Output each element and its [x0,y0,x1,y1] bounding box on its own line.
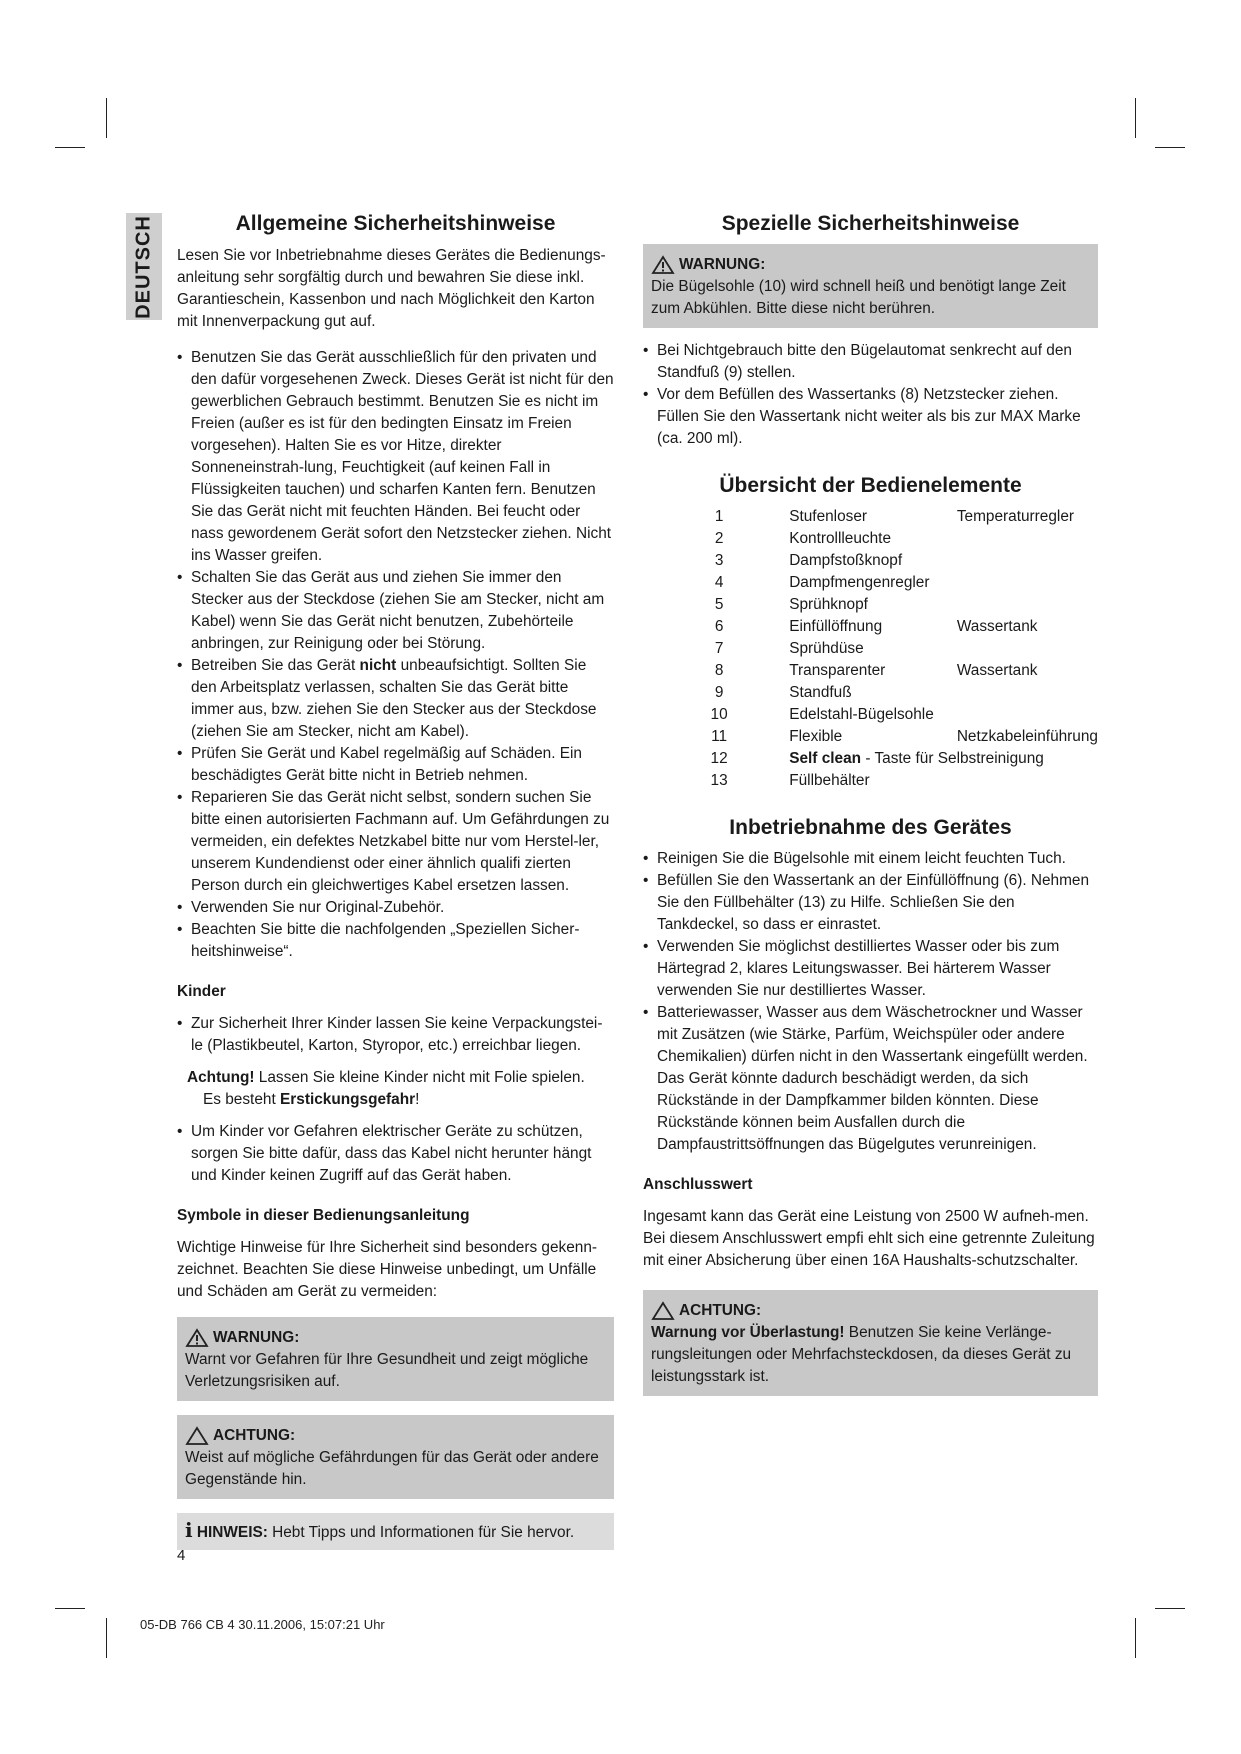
crop-mark [55,1608,85,1609]
caution-text: Warnung vor Überlastung! Benutzen Sie keine Verlänge-rungsleitungen oder Mehrfachsteckdosen, da dieses Gerät zu leistungsstark ist. [651,1324,1072,1385]
table-row: 9 Standfuß [714,684,852,701]
warning-text: Die Bügelsohle (10) wird schnell heiß und benötigt lange Zeit zum Abkühlen. Bitte diese nicht berühren. [651,278,1066,317]
caution-heading: ACHTUNG: [213,1427,296,1444]
table-row: 4 Dampfmengenregler [714,574,930,591]
list-item: • Bei Nichtgebrauch bitte den Bügelautomat senkrecht auf den Standfuß (9) stellen. [643,340,1098,384]
list-item: • Verwenden Sie nur Original-Zubehör. [177,897,614,919]
caution-box [643,1290,1098,1396]
note-text: Hebt Tipps und Informationen für Sie hervor. [267,1524,575,1541]
warning-triangle-icon [185,1328,209,1348]
list-item: • Schalten Sie das Gerät aus und ziehen Sie immer den Stecker aus der Steckdose (ziehen Sie am Stecker, nicht am Kabel) wenn Sie das Gerät nicht benutzen, Zubehörteile anbringen, zur Reinigung oder bei Störung. [177,567,614,655]
warning-box [643,244,1098,328]
caution-box [177,1415,614,1499]
special-safety-title: Spezielle Sicherheitshinweise [721,212,1020,235]
special-list [643,340,1098,450]
table-row: 7 Sprühdüse [714,640,864,657]
caution-heading: ACHTUNG: [679,1302,762,1319]
warning-box [177,1317,614,1401]
crop-mark [1135,98,1136,138]
list-item: • Verwenden Sie möglichst destilliertes Wasser oder bis zum Härtegrad 2, klares Leitungswasser. Bei härterem Wasser verwenden Sie nur destilliertes Wasser. [643,936,1098,1002]
crop-mark [106,98,107,138]
caution-triangle-icon [651,1301,675,1321]
list-item: • Zur Sicherheit Ihrer Kinder lassen Sie keine Verpackungstei-le (Plastikbeutel, Karton, Styropor, etc.) erreichbar liegen. [177,1013,614,1057]
list-item: • Um Kinder vor Gefahren elektrischer Geräte zu schützen, sorgen Sie bitte dafür, dass das Kabel nicht herunter hängt und Kinder keinen Zugriff auf das Gerät haben. [177,1121,614,1187]
connection-heading: Anschlusswert [643,1176,753,1193]
table-row: 6 Einfüllöffnung Wassertank [714,618,1038,635]
crop-mark [1155,147,1185,148]
list-item: • Benutzen Sie das Gerät ausschließlich für den privaten und den dafür vorgesehenen Zweck. Dieses Gerät ist nicht für den gewerblichen Gebrauch bestimmt. Benutzen Sie es nicht im Freien (außer es ist für den bedingten Einsatz im Freien vorgesehen). Halten Sie es vor Hitze, direkter Sonneneinstrah-lung, Feuchtigkeit (auf keinen Fall in Flüssigkeiten tauchen) und scharfen Kanten fern. Benutzen Sie das Gerät nicht mit feuchten Händen. Bei feucht oder nass gewordenem Gerät sofort den Netzstecker ziehen. Nicht ins Wasser greifen. [177,347,614,567]
intro-paragraph: Lesen Sie vor Inbetriebnahme dieses Gerätes die Bedienungs-anleitung sehr sorgfältig durch und bewahren Sie diese inkl. Garantieschein, Kassenbon und nach Möglichkeit den Karton mit Innenverpackung gut auf. [177,247,606,330]
connection-paragraph: Ingesamt kann das Gerät eine Leistung von 2500 W aufneh-men. Bei diesem Anschlusswert empfi ehlt sich eine getrennte Zuleitung mit einer Absicherung über einen 16A Haushalts-schutzschalter. [643,1208,1095,1269]
list-item: • Beachten Sie bitte die nachfolgenden „Speziellen Sicher-heitshinweise“. [177,919,614,963]
symbols-heading: Symbole in dieser Bedienungsanleitung [177,1207,470,1224]
crop-mark [1135,1618,1136,1658]
list-item: • Batteriewasser, Wasser aus dem Wäschetrockner und Wasser mit Zusätzen (wie Stärke, Parfüm, Weichspüler oder andere Chemikalien) dürfen nicht in den Wassertank eingefüllt werden. Das Gerät könnte dadurch beschädigt werden, da sich Rückstände in der Dampfkammer bilden könnten. Diese Rückstände können beim Ausfallen durch die Dampfaustrittsöffnungen das Bügelgutes verunreinigen. [643,1002,1098,1156]
note-heading: HINWEIS: [196,1524,268,1541]
list-item: • Prüfen Sie Gerät und Kabel regelmäßig auf Schäden. Ein beschädigtes Gerät bitte nicht in Betrieb nehmen. [177,743,614,787]
warning-text: Warnt vor Gefahren für Ihre Gesundheit und zeigt mögliche Verletzungsrisiken auf. [185,1351,589,1390]
info-icon: i [185,1518,193,1542]
general-safety-title: Allgemeine Sicherheitshinweise [235,212,556,235]
table-row: 1 Stufenloser Temperaturregler [714,508,1074,525]
safety-list [177,347,614,963]
table-row: 2 Kontrollleuchte [714,530,892,547]
table-row: 5 Sprühknopf [714,596,868,613]
controls-title: Übersicht der Bedienelemente [719,474,1022,497]
table-row: 13 Füllbehälter [710,772,870,789]
list-item: • Reparieren Sie das Gerät nicht selbst, sondern suchen Sie bitte einen autorisierten Fachmann auf. Um Gefährdungen zu vermeiden, ein defektes Netzkabel bitte nur vom Herstel-ler, unserem Kundendienst oder einer ähnlich qualifi zierten Person durch ein gleichwertiges Kabel ersetzen lassen. [177,787,614,897]
crop-mark [106,1618,107,1658]
caution-triangle-icon [185,1426,209,1446]
table-row: 8 Transparenter Wassertank [714,662,1038,679]
right-column [643,210,1098,1396]
table-row: 11 Flexible Netzkabeleinführung [711,728,1098,745]
warning-heading: WARNUNG: [213,1329,300,1346]
caution-text: Weist auf mögliche Gefährdungen für das Gerät oder andere Gegenstände hin. [185,1449,599,1488]
list-item: • Betreiben Sie das Gerät nicht unbeaufsichtigt. Sollten Sie den Arbeitsplatz verlassen, schalten Sie das Gerät bitte immer aus, bzw. ziehen Sie den Stecker aus der Steckdose (ziehen Sie am Stecker, nicht am Kabel). [177,655,614,743]
children-caution: Achtung! Lassen Sie kleine Kinder nicht mit Folie spielen. Es besteht Erstickungsgefahr! [187,1069,585,1108]
print-meta: 05-DB 766 CB 4 30.11.2006, 15:07:21 Uhr [140,1617,385,1632]
list-item: • Vor dem Befüllen des Wassertanks (8) Netzstecker ziehen. Füllen Sie den Wassertank nicht weiter als bis zur MAX Marke (ca. 200 ml). [643,384,1098,450]
table-row: 10 Edelstahl-Bügelsohle [710,706,934,723]
table-row: 12 Self clean - Taste für Selbstreinigung [710,750,1044,767]
page-number: 4 [177,1547,186,1564]
setup-list [643,848,1098,1156]
table-row: 3 Dampfstoßknopf [714,552,903,569]
children-list [177,1013,614,1057]
list-item: • Befüllen Sie den Wassertank an der Einfüllöffnung (6). Nehmen Sie den Füllbehälter (13) zu Hilfe. Schließen Sie den Tankdeckel, so dass er einrastet. [643,870,1098,936]
note-box [177,1513,614,1550]
left-column [177,210,614,1550]
crop-mark [55,147,85,148]
children-heading: Kinder [177,983,226,1000]
crop-mark [1155,1608,1185,1609]
children-list-2 [177,1121,614,1187]
controls-table [707,506,1098,792]
warning-heading: WARNUNG: [679,256,766,273]
language-tab [126,213,162,320]
symbols-paragraph: Wichtige Hinweise für Ihre Sicherheit sind besonders gekenn-zeichnet. Beachten Sie diese Hinweise unbedingt, um Unfälle und Schäden am Gerät zu vermeiden: [177,1239,598,1300]
setup-title: Inbetriebnahme des Gerätes [729,816,1012,839]
list-item: • Reinigen Sie die Bügelsohle mit einem leicht feuchten Tuch. [643,848,1098,870]
language-tab-label: DEUTSCH [132,214,155,319]
warning-triangle-icon [651,255,675,275]
